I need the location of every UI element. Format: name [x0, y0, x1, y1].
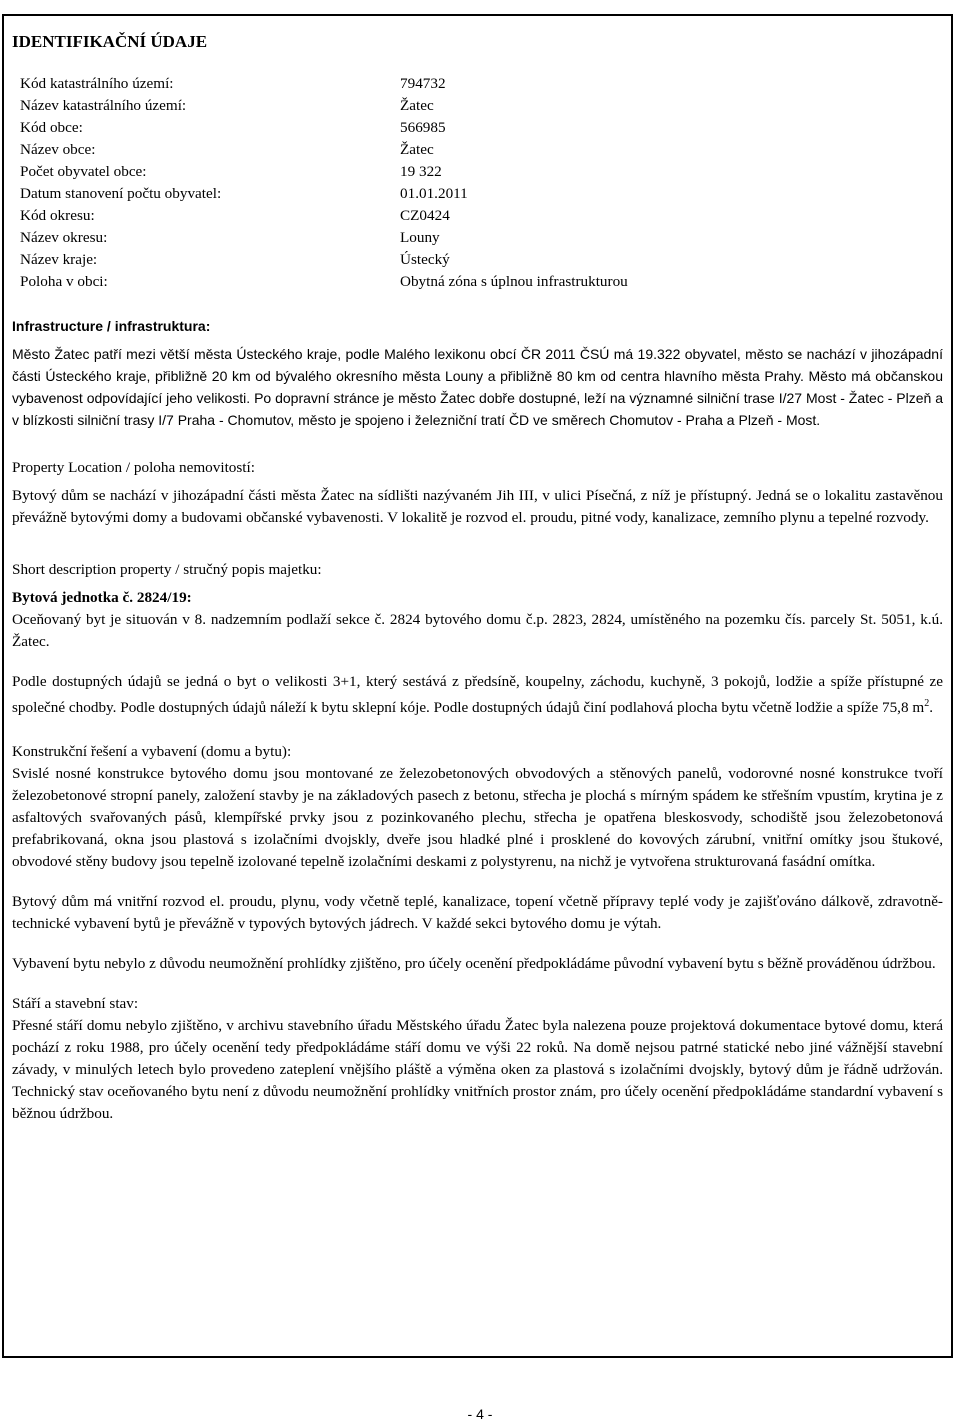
id-row	[20, 271, 943, 293]
id-label: Název kraje:	[20, 251, 98, 268]
id-value: CZ0424	[400, 207, 450, 224]
document-frame	[2, 14, 953, 1358]
id-value: 01.01.2011	[400, 185, 468, 202]
id-row	[20, 95, 943, 117]
construction-title: Konstrukční řešení a vybavení (domu a bytu):	[12, 743, 292, 761]
unit-layout-end: .	[929, 699, 933, 717]
id-row	[20, 183, 943, 205]
equipment-text: Vybavení bytu nebylo z důvodu neumožnění prohlídky zjištěno, pro účely ocenění předpokládáme původní vybavení bytu s běžně prováděnou údržbou.	[12, 955, 936, 973]
infrastructure-text: Město Žatec patří mezi větší města Ústeckého kraje, podle Malého lexikonu obcí ČR 2011 ČSÚ má 19.322 obyvatel, město se nachází v jihozápadní části Ústeckého kraje, přibližně 20 km od bývalého okresního města Louny a přibližně 80 km od centra hlavního města Prahy. Město má občanskou vybavenost odpovídající jeho velikosti. Po dopravní stránce je město Žatec dobře dostupné, leží na významné silniční trase I/27 Most - Žatec - Plzeň a v blízkosti silniční trasy I/7 Praha - Chomutov, město je spojeno i železniční tratí ČD ve směrech Chomutov - Praha a Plzeň - Most.	[12, 346, 943, 428]
location-section	[12, 457, 943, 529]
id-row	[20, 139, 943, 161]
page-heading: IDENTIFIKAČNÍ ÚDAJE	[12, 32, 208, 51]
id-label: Počet obyvatel obce:	[20, 163, 147, 180]
id-row	[20, 249, 943, 271]
age-text: Přesné stáří domu nebylo zjištěno, v archivu stavebního úřadu Městského úřadu Žatec byla nalezena pouze projektová dokumentace bytové domu, která pochází z roku 1988, pro účely ocenění tedy předpokládáme stáří domu ve výši 22 roků. Na domě nejsou patrné statické nebo jiné vážnější stavební závady, v minulých letech bylo provedeno zateplení vnějšího pláště a výměna oken za plastová s izolačními dvojskly, bytový dům je řádně udržován. Technický stav oceňovaného bytu není z důvodu neumožnění prohlídky vnitřních prostor znám, pro účely ocenění předpokládáme standardní vybavení s běžnou údržbou.	[12, 1017, 943, 1123]
id-row	[20, 161, 943, 183]
id-value: Žatec	[400, 97, 434, 114]
location-text: Bytový dům se nachází v jihozápadní části města Žatec na sídlišti nazývaném Jih III, v ulici Písečná, z níž je přístupný. Jedná se o lokalitu zastavěnou převážně bytovými domy a budovami občanské vybavenosti. V lokalitě je rozvod el. proudu, pitné vody, kanalizace, zemního plynu a tepelné rozvody.	[12, 487, 943, 526]
id-value: Žatec	[400, 141, 434, 158]
construction-text: Svislé nosné konstrukce bytového domu jsou montované ze železobetonových obvodových a stěnových panelů, vodorovné nosné konstrukce tvoří železobetonové stropní panely, založení stavby je na základových pasech z betonu, střecha je plochá s mírným spádem ke střešním vpustím, krytina je z asfaltových svařovaných pásů, klempířské prvky jsou z pozinkovaného plechu, střecha je opatřena bleskosvody, schodiště jsou železobetonová prefabrikovaná, okna jsou plastová s izolačními dvojskly, dveře jsou hladké plné i prosklené do kovových zárubní, vnitřní omítky jsou štukové, obvodové stěny budovy jsou tepelně izolované tepelně izolačními deskami z polystyrenu, na nichž je vytvořena strukturovaná fasádní omítka.	[12, 765, 943, 871]
description-title: Short description property / stručný popis majetku:	[12, 561, 322, 578]
id-value: Ústecký	[400, 251, 450, 268]
id-label: Kód obce:	[20, 119, 83, 136]
page-number: - 4 -	[467, 1406, 493, 1422]
id-row	[20, 117, 943, 139]
id-label: Název katastrálního území:	[20, 97, 187, 114]
id-label: Kód katastrálního území:	[20, 75, 174, 92]
id-row	[20, 227, 943, 249]
identification-table	[20, 73, 943, 293]
id-value: 19 322	[400, 163, 442, 180]
unit-title: Bytová jednotka č. 2824/19:	[12, 589, 192, 606]
id-label: Kód okresu:	[20, 207, 95, 224]
unit-location-text: Oceňovaný byt je situován v 8. nadzemním podlaží sekce č. 2824 bytového domu č.p. 2823, 2824, umístěného na pozemku čís. parcely St. 5051, k.ú. Žatec.	[12, 611, 943, 650]
description-section	[12, 559, 943, 1125]
infrastructure-title: Infrastructure / infrastruktura:	[12, 318, 211, 334]
id-value: Obytná zóna s úplnou infrastrukturou	[400, 273, 628, 290]
id-row	[20, 205, 943, 227]
id-label: Název obce:	[20, 141, 96, 158]
location-title: Property Location / poloha nemovitostí:	[12, 459, 255, 476]
unit-layout-text	[12, 671, 943, 719]
id-value: Louny	[400, 229, 440, 246]
id-row	[20, 73, 943, 95]
infrastructure-section	[12, 315, 943, 431]
utilities-text: Bytový dům má vnitřní rozvod el. proudu, plynu, vody včetně teplé, kanalizace, topení včetně přípravy teplé vody je zajišťováno dálkově, zdravotně-technické vybavení bytů je převážně v typových bytových jádrech. V každé sekci bytového domu je výtah.	[12, 893, 943, 933]
id-label: Název okresu:	[20, 229, 108, 246]
unit-area-superscript: 2	[924, 698, 930, 709]
id-label: Poloha v obci:	[20, 273, 108, 290]
age-title: Stáří a stavební stav:	[12, 995, 139, 1013]
id-label: Datum stanovení počtu obyvatel:	[20, 185, 222, 202]
unit-layout-main: Podle dostupných údajů se jedná o byt o velikosti 3+1, který sestává z předsíně, koupelny, záchodu, kuchyně, 3 pokojů, lodžie a spíže přístupné ze společné chodby. Podle dostupných údajů náleží k bytu sklepní kóje. Podle dostupných údajů činí podlahová plocha bytu včetně lodžie a spíže 75,8 m	[12, 673, 943, 717]
id-value: 566985	[400, 119, 446, 136]
id-value: 794732	[400, 75, 446, 92]
